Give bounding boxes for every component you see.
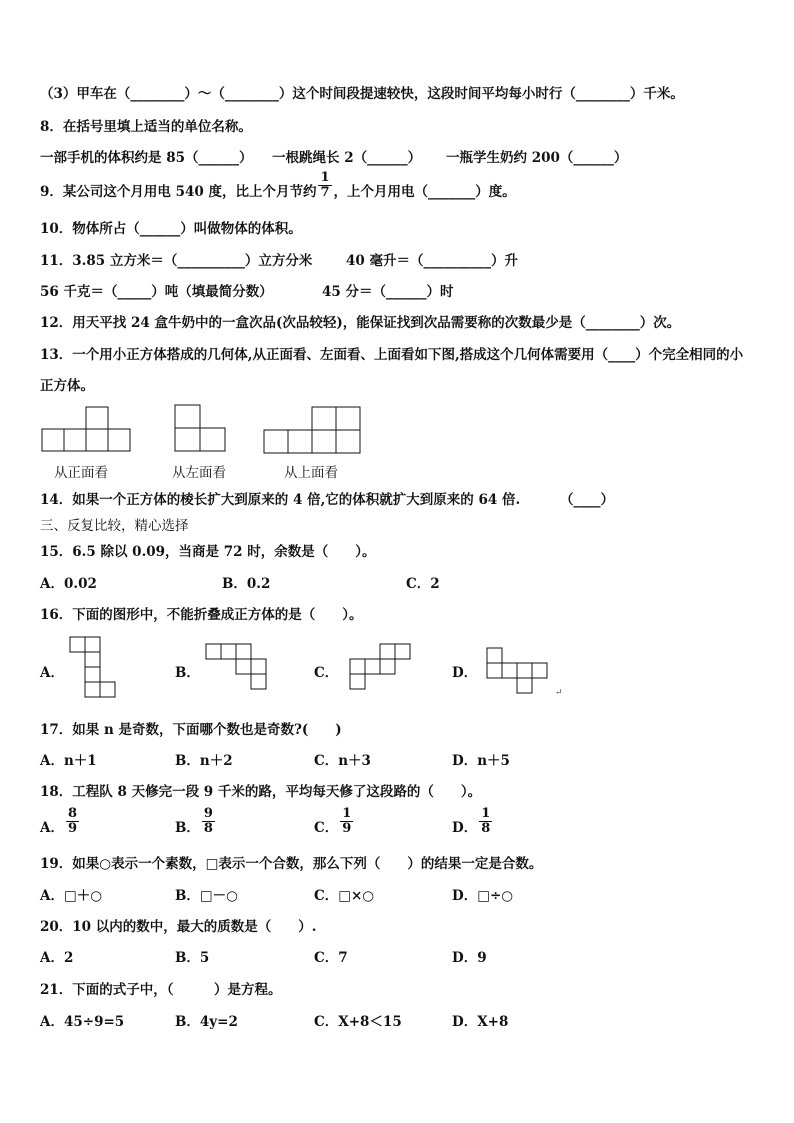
q15-option-a: A．0.02 bbox=[40, 576, 97, 592]
q21-option-a: A．45÷9=5 bbox=[40, 1014, 125, 1030]
q15-option-c: C．2 bbox=[406, 576, 440, 592]
q18-option-a bbox=[40, 806, 81, 836]
q16-label-b: B． bbox=[175, 665, 200, 681]
q18-label-c: C． bbox=[314, 820, 339, 836]
q17-question: 17．如果 n 是奇数，下面哪个数也是奇数?( ) bbox=[40, 722, 342, 738]
q20-option-b: B．5 bbox=[175, 950, 210, 966]
stray-return-mark: ↵ bbox=[555, 688, 563, 698]
q18-frac-c bbox=[340, 807, 353, 836]
q18-frac-a-den: 9 bbox=[67, 821, 78, 836]
q9-question bbox=[40, 170, 516, 200]
q9-fraction bbox=[318, 171, 331, 200]
q18-frac-b-den: 8 bbox=[203, 821, 213, 836]
q18-frac-b bbox=[202, 807, 215, 836]
q17-option-d: D．n＋5 bbox=[452, 753, 510, 769]
q16-question: 16．下面的图形中，不能折叠成正方体的是（ ）。 bbox=[40, 607, 363, 623]
q18-frac-d-den: 8 bbox=[481, 821, 491, 836]
q18-label-a: A． bbox=[40, 820, 64, 836]
q18-frac-d bbox=[479, 807, 492, 836]
q17-option-c: C．n＋3 bbox=[314, 753, 371, 769]
q16-net-d bbox=[487, 648, 551, 696]
q16-label-d: D． bbox=[452, 665, 478, 681]
q9-text-pre: 9．某公司这个月用电 540 度，比上个月节约 bbox=[40, 184, 317, 200]
q18-label-b: B． bbox=[175, 820, 200, 836]
q17-option-a: A．n＋1 bbox=[40, 753, 97, 769]
q15-question: 15．6.5 除以 0.09，当商是 72 时，余数是（ ）。 bbox=[40, 544, 376, 560]
view-left-figure bbox=[175, 405, 227, 453]
q11-part3: 56 千克＝（_____）吨（填最简分数） bbox=[40, 284, 273, 300]
q8-item-rope: 一根跳绳长 2（______） bbox=[272, 150, 422, 166]
view-top-figure bbox=[264, 406, 364, 454]
q18-label-d: D． bbox=[452, 820, 478, 836]
q11-part1: 11．3.85 立方米＝（__________）立方分米 bbox=[40, 253, 313, 269]
q20-question: 20．10 以内的数中，最大的质数是（ ）. bbox=[40, 919, 317, 935]
q19-option-d: D．□÷○ bbox=[452, 888, 514, 904]
q20-option-c: C．7 bbox=[314, 950, 348, 966]
view-left-label: 从左面看 bbox=[172, 465, 226, 481]
q18-frac-d-num: 1 bbox=[481, 806, 491, 821]
line-q7-part3: （3）甲车在（________）～（________）这个时间段提速较快，这段时间平均每小时行（________）千米。 bbox=[40, 86, 684, 102]
view-front-label: 从正面看 bbox=[54, 465, 108, 481]
q9-frac-num: 1 bbox=[320, 170, 330, 185]
q16-label-a: A． bbox=[40, 665, 64, 681]
q18-frac-b-num: 9 bbox=[203, 806, 213, 821]
q20-option-a: A．2 bbox=[40, 950, 74, 966]
q16-net-c bbox=[350, 644, 414, 692]
view-top-label: 从上面看 bbox=[284, 465, 338, 481]
q19-option-a: A．□＋○ bbox=[40, 888, 103, 904]
q10-question: 10．物体所占（______）叫做物体的体积。 bbox=[40, 221, 302, 237]
q17-option-b: B．n＋2 bbox=[175, 753, 233, 769]
q21-option-d: D．X+8 bbox=[452, 1014, 509, 1030]
q21-option-c: C．X+8＜15 bbox=[314, 1014, 402, 1030]
view-front-figure bbox=[42, 407, 132, 453]
q14-answer-blank: （____） bbox=[560, 492, 614, 508]
q18-frac-a-num: 8 bbox=[67, 806, 78, 821]
q14-question: 14．如果一个正方体的棱长扩大到原来的 4 倍,它的体积就扩大到原来的 64 倍. bbox=[40, 492, 521, 508]
q18-frac-c-num: 1 bbox=[342, 806, 352, 821]
q16-net-a bbox=[70, 637, 118, 699]
q13-question-cont: 正方体。 bbox=[40, 378, 94, 394]
q18-option-d bbox=[452, 806, 494, 836]
q9-text-post: ，上个月用电（_______）度。 bbox=[333, 184, 516, 200]
q18-question: 18．工程队 8 天修完一段 9 千米的路，平均每天修了这段路的（ ）。 bbox=[40, 784, 482, 800]
q19-option-c: C．□×○ bbox=[314, 888, 375, 904]
q12-question: 12．用天平找 24 盒牛奶中的一盒次品(次品较轻)，能保证找到次品需要称的次数最少是（________）次。 bbox=[40, 315, 681, 331]
q11-part2: 40 毫升＝（__________）升 bbox=[346, 253, 518, 269]
q18-frac-c-den: 9 bbox=[342, 821, 352, 836]
q18-option-b bbox=[175, 806, 217, 836]
q18-frac-a bbox=[66, 807, 79, 836]
q19-option-b: B．□－○ bbox=[175, 888, 238, 904]
q9-frac-den: 7 bbox=[320, 185, 330, 200]
q8-title: 8．在括号里填上适当的单位名称。 bbox=[40, 119, 252, 135]
q8-item-phone: 一部手机的体积约是 85（______） bbox=[40, 150, 253, 166]
q21-question: 21．下面的式子中，（ ）是方程。 bbox=[40, 982, 282, 998]
q8-item-milk: 一瓶学生奶约 200（______） bbox=[446, 150, 628, 166]
q16-label-c: C． bbox=[314, 665, 339, 681]
section-3-heading: 三、反复比较，精心选择 bbox=[40, 518, 189, 534]
q15-option-b: B．0.2 bbox=[222, 576, 271, 592]
q18-option-c bbox=[314, 806, 355, 836]
q21-option-b: B．4y=2 bbox=[175, 1014, 238, 1030]
q20-option-d: D．9 bbox=[452, 950, 487, 966]
q13-question: 13．一个用小正方体搭成的几何体,从正面看、左面看、上面看如下图,搭成这个几何体需要用（____）个完全相同的小 bbox=[40, 347, 744, 363]
q11-part4: 45 分＝（______）时 bbox=[322, 284, 454, 300]
q16-net-b bbox=[206, 644, 270, 692]
q19-question: 19．如果○表示一个素数，□表示一个合数，那么下列（ ）的结果一定是合数。 bbox=[40, 856, 543, 872]
